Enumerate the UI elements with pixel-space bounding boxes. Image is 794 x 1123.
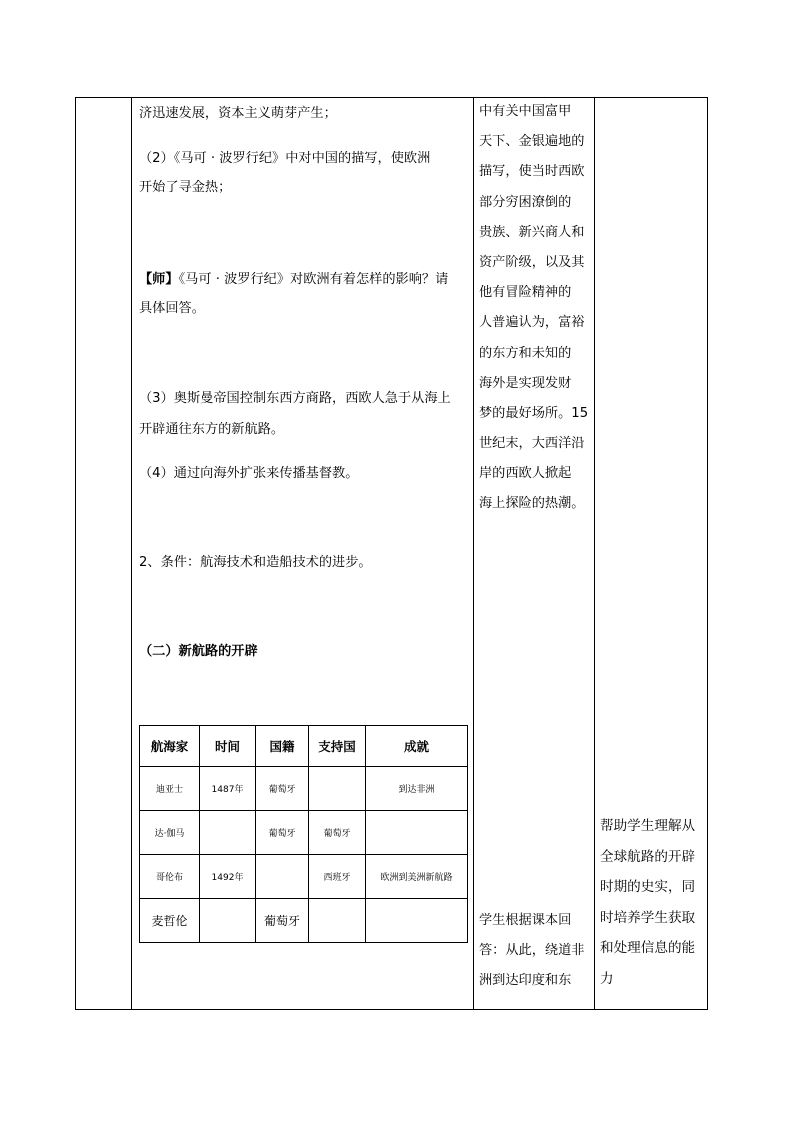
text-line: 海外是实现发财	[479, 375, 572, 391]
text-line: 帮助学生理解从	[600, 818, 696, 834]
table-cell: 到达非洲	[366, 767, 468, 811]
table-cell	[256, 855, 309, 899]
table-header-row	[140, 726, 468, 767]
text-line: （2）《马可 · 波罗行纪》中对中国的描写，使欧洲	[139, 151, 431, 166]
text-line: 人普遍认为，富裕	[479, 315, 585, 331]
teacher-tag: 【师】	[139, 272, 179, 287]
student-activity-bottom	[479, 906, 591, 997]
text-line: 具体回答。	[139, 301, 205, 316]
text-line: 学生根据课本回	[479, 913, 572, 928]
text-line: 天下、金银遍地的	[479, 134, 585, 150]
text-line: 洲到达印度和东	[479, 973, 572, 989]
text-line: （3）奥斯曼帝国控制东西方商路，西欧人急于从海上	[139, 391, 451, 406]
text-line: 中有关中国富甲	[479, 104, 572, 119]
table-cell: 葡萄牙	[256, 767, 309, 811]
table-cell	[366, 811, 468, 855]
text-line: 世纪末，大西洋沿	[479, 436, 585, 452]
navigators-table	[139, 725, 468, 943]
text-line: 答：从此，绕道非	[479, 943, 585, 959]
table-cell	[309, 899, 366, 943]
text-line: 海上探险的热潮。	[479, 496, 585, 512]
table-cell: 迪亚士	[140, 767, 200, 811]
text-line: 时培养学生获取	[600, 909, 696, 926]
text-line: 时期的史实，同	[600, 879, 696, 895]
text-line: 《马可 · 波罗行纪》对欧洲有着怎样的影响？请	[178, 272, 449, 287]
table-row	[140, 855, 468, 899]
text-line: 开始了寻金热；	[139, 180, 232, 195]
text-line: （4）通过向海外扩张来传播基督教。	[139, 466, 359, 481]
table-cell: 麦哲伦	[140, 899, 200, 943]
text-line: 2、条件：航海技术和造船技术的进步。	[139, 555, 372, 570]
table-cell: 1487年	[200, 767, 256, 811]
table-cell: 葡萄牙	[256, 811, 309, 855]
student-activity-top	[479, 97, 591, 520]
column-divider-3	[594, 97, 595, 1010]
text-line: 力	[600, 970, 614, 987]
column-divider-2	[473, 97, 474, 1010]
text-line: 贵族、新兴商人和	[479, 224, 585, 240]
text-line: 梦的最好场所。15	[479, 405, 589, 421]
table-cell	[200, 899, 256, 943]
header-cell: 航海家	[140, 726, 200, 767]
text-line: 开辟通往东方的新航路。	[139, 422, 285, 437]
header-cell: 国籍	[256, 726, 309, 767]
text-line: 他有冒险精神的	[479, 285, 572, 301]
text-line: 描写，使当时西欧	[479, 164, 585, 180]
column-divider-1	[131, 97, 132, 1010]
table-cell: 葡萄牙	[256, 899, 309, 943]
table-cell: 葡萄牙	[309, 811, 366, 855]
text-line: 济迅速发展，资本主义萌芽产生；	[139, 106, 337, 121]
text-line: 资产阶级，以及其	[479, 254, 585, 270]
text-line: 部分穷困潦倒的	[479, 194, 572, 210]
header-cell: 成就	[366, 726, 468, 767]
text-line: 和处理信息的能	[600, 940, 696, 956]
table-row	[140, 767, 468, 811]
header-cell: 时间	[200, 726, 256, 767]
table-cell: 达·伽马	[140, 811, 200, 855]
table-row	[140, 899, 468, 943]
text-line: 的东方和未知的	[479, 345, 572, 361]
design-purpose	[600, 811, 706, 994]
section-heading: （二）新航路的开辟	[139, 644, 258, 659]
table-cell: 西班牙	[309, 855, 366, 899]
table-cell	[366, 899, 468, 943]
text-line: 全球航路的开辟	[600, 848, 696, 865]
header-cell: 支持国	[309, 726, 366, 767]
table-cell: 欧洲到美洲新航路	[366, 855, 468, 899]
table-row	[140, 811, 468, 855]
table-cell	[200, 811, 256, 855]
table-cell	[309, 767, 366, 811]
table-cell: 1492年	[200, 855, 256, 899]
text-line: 岸的西欧人掀起	[479, 466, 572, 482]
table-cell: 哥伦布	[140, 855, 200, 899]
teacher-question	[139, 270, 448, 290]
